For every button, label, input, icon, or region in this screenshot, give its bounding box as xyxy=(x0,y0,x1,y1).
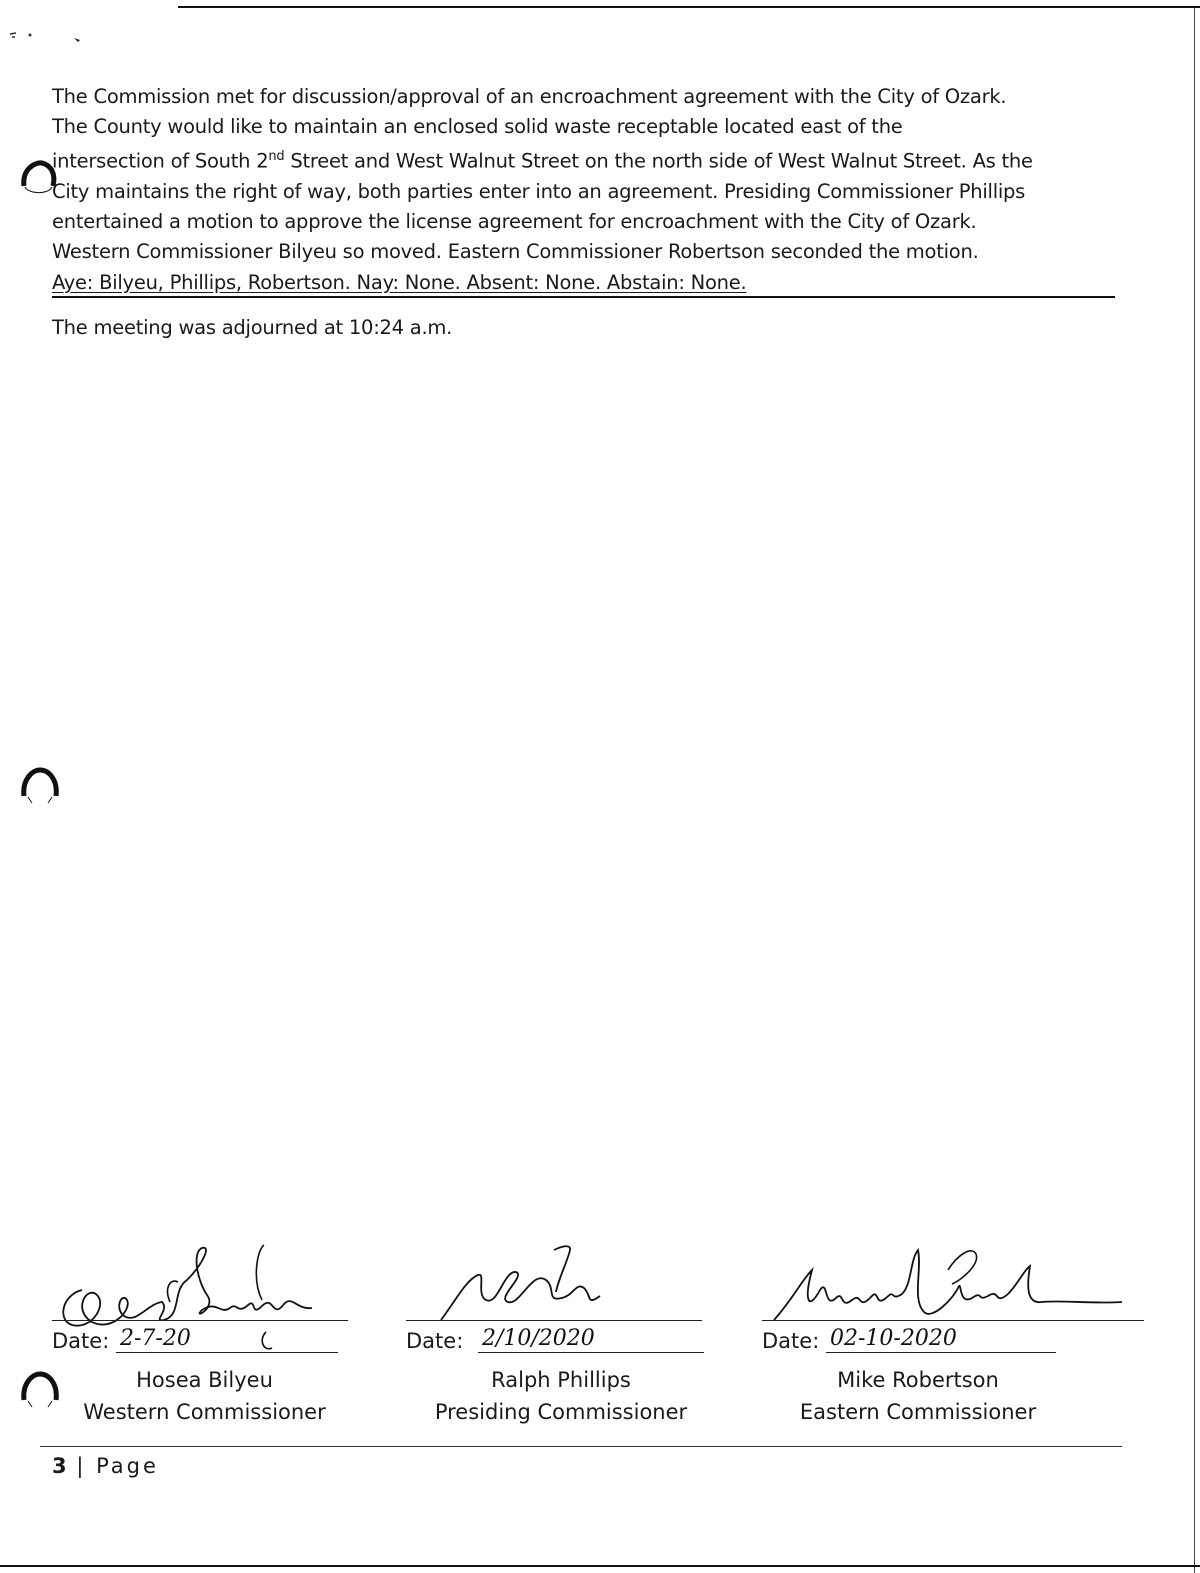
page-number-value: 3 xyxy=(52,1454,67,1478)
signature-line xyxy=(406,1320,702,1321)
page-label: | Page xyxy=(76,1454,159,1478)
paragraph-line: City maintains the right of way, both parties enter into an agreement. Presiding Commissioner Phillips xyxy=(52,179,1026,203)
signer-name: Mike Robertson xyxy=(837,1368,999,1392)
date-value: 2/10/2020 xyxy=(478,1326,704,1353)
adjournment-statement: The meeting was adjourned at 10:24 a.m. xyxy=(52,316,453,339)
minutes-paragraph xyxy=(52,82,1142,267)
scan-right-border xyxy=(1194,8,1195,1573)
paragraph-line: Western Commissioner Bilyeu so moved. Eastern Commissioner Robertson seconded the motion. xyxy=(52,239,979,263)
footer-divider xyxy=(40,1446,1122,1447)
paragraph-line: entertained a motion to approve the license agreement for encroachment with the City of Ozark. xyxy=(52,209,977,233)
date-row xyxy=(762,1326,1056,1354)
vote-text: Aye: Bilyeu, Phillips, Robertson. Nay: None. Absent: None. Abstain: None. xyxy=(52,271,747,294)
signer-name: Hosea Bilyeu xyxy=(136,1368,273,1392)
scan-specks-icon xyxy=(8,28,88,48)
signature-line xyxy=(52,1320,348,1321)
paragraph-line: intersection of South 2nd Street and West Walnut Street on the north side of West Walnut Street. As the xyxy=(52,149,1033,173)
signature-block-phillips xyxy=(406,1240,716,1424)
date-label: Date: xyxy=(762,1329,820,1353)
signer-title: Presiding Commissioner xyxy=(434,1400,688,1424)
signer-title: Eastern Commissioner xyxy=(799,1400,1037,1424)
vote-record xyxy=(52,270,1115,298)
signature-line xyxy=(762,1320,1144,1321)
signature-block-robertson xyxy=(762,1240,1152,1424)
page-number xyxy=(52,1454,159,1478)
date-row xyxy=(52,1326,338,1354)
paragraph-line: The Commission met for discussion/approval of an encroachment agreement with the City of Ozark. xyxy=(52,85,1007,108)
punch-hole-icon xyxy=(20,766,60,806)
date-label: Date: xyxy=(406,1329,464,1353)
signer-name: Ralph Phillips xyxy=(491,1368,631,1392)
ordinal-suffix: nd xyxy=(268,149,285,164)
signature-block-bilyeu xyxy=(52,1240,362,1424)
date-value: 2-7-20 xyxy=(116,1326,338,1353)
scan-top-border xyxy=(178,6,1200,8)
date-label: Date: xyxy=(52,1329,110,1353)
scan-bottom-border xyxy=(0,1565,1200,1567)
paragraph-line: The County would like to maintain an enclosed solid waste receptable located east of the xyxy=(52,115,903,138)
signer-title: Western Commissioner xyxy=(83,1400,326,1424)
date-value: 02-10-2020 xyxy=(826,1326,1056,1353)
date-row xyxy=(406,1326,704,1354)
